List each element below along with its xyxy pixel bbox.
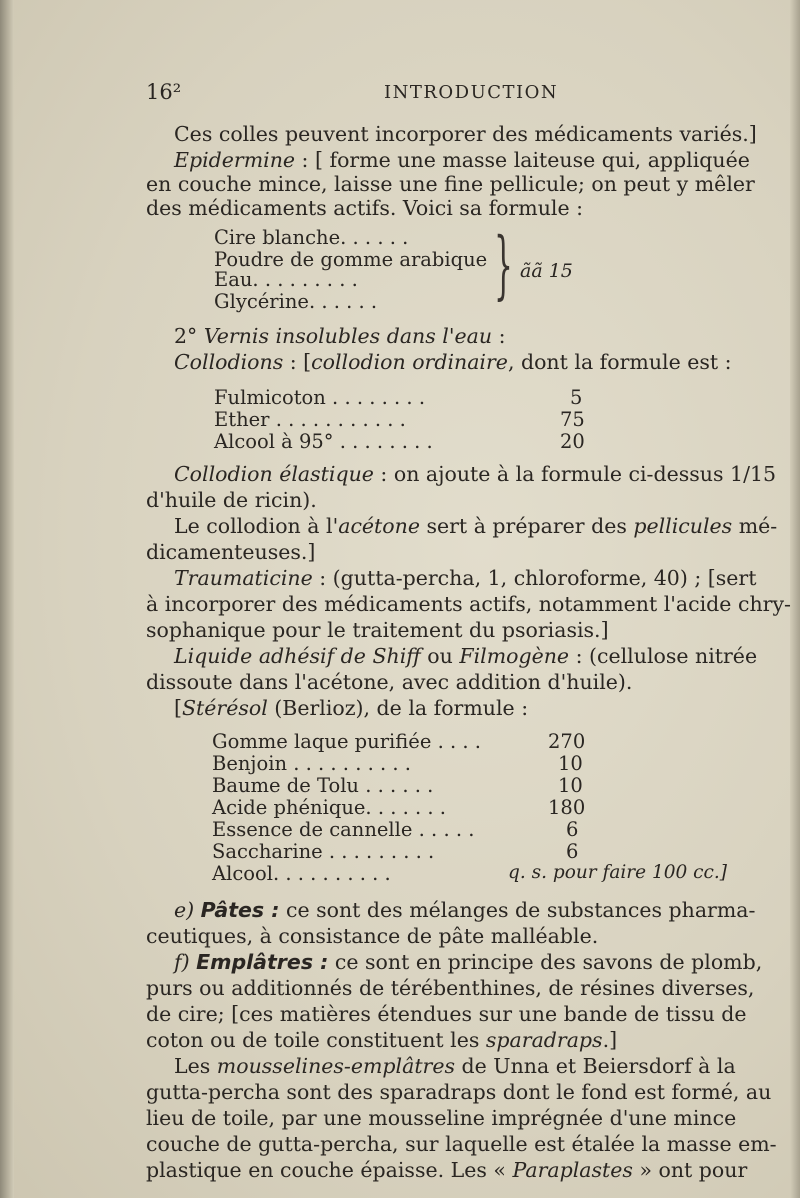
text-line: couche de gutta-percha, sur laquelle est étalée la masse em-: [146, 1132, 777, 1156]
page-gutter-shadow: [0, 0, 14, 1198]
text-line: des médicaments actifs. Voici sa formule :: [146, 196, 584, 220]
text-line: [174, 462, 776, 486]
text-span: ce sont des mélanges de substances pharma-: [279, 898, 756, 922]
formula-quantity: q. s. pour faire 100 cc.]: [508, 862, 727, 883]
text-line: en couche mince, laisse une fine pellicule; on peut y mêler: [146, 172, 755, 196]
page-edge-shadow: [790, 0, 800, 1198]
formula-item: Saccharine . . . . . . . . .: [212, 840, 435, 863]
formula-item: Alcool à 95° . . . . . . . .: [214, 430, 433, 453]
term-pellicules: pellicules: [633, 514, 733, 538]
text-line: [174, 350, 732, 374]
term-steresol: Stérésol: [182, 696, 268, 720]
text-span: Les: [174, 1054, 217, 1078]
text-line: à incorporer des médicaments actifs, notamment l'acide chry-: [146, 592, 791, 616]
formula-quantity: 5: [570, 386, 583, 409]
text-line: [146, 1028, 617, 1052]
running-title: INTRODUCTION: [384, 82, 559, 103]
text-line: dissoute dans l'acétone, avec addition d'huile).: [146, 670, 633, 694]
formula-item: Essence de cannelle . . . . .: [212, 818, 475, 841]
formula-item: Gomme laque purifiée . . . .: [212, 730, 481, 753]
text-span: sert à préparer des: [419, 514, 634, 538]
formula-item: Alcool. . . . . . . . . .: [212, 862, 391, 885]
text-span: mé-: [732, 514, 778, 538]
text-span: ce sont en principe des savons de plomb,: [328, 950, 763, 974]
text-line: [174, 566, 756, 590]
text-line: de cire; [ces matières étendues sur une bande de tissu de: [146, 1002, 747, 1026]
term-liquide-adhesif: Liquide adhésif de Shiff: [174, 644, 421, 668]
text-line: [174, 514, 777, 538]
text-line: [146, 1158, 747, 1182]
text-span: : [ forme une masse laiteuse qui, appliquée: [295, 148, 750, 172]
formula-quantity: 6: [566, 840, 579, 863]
term-emplatres: Emplâtres :: [196, 950, 329, 974]
text-line: [174, 950, 762, 974]
formula-item: Cire blanche. . . . . .: [214, 226, 409, 249]
term-sparadraps: sparadraps: [485, 1028, 603, 1052]
formula-quantity: 180: [548, 796, 586, 819]
text-span: (Berlioz), de la formule :: [267, 696, 529, 720]
formula-quantity: ãã 15: [520, 260, 573, 282]
term-acetone: acétone: [338, 514, 420, 538]
formula-quantity: 75: [560, 408, 585, 431]
term-traumaticine: Traumaticine: [174, 566, 313, 590]
formula-item: Poudre de gomme arabique: [214, 248, 488, 271]
text-line: gutta-percha sont des sparadraps dont le fond est formé, au: [146, 1080, 772, 1104]
text-line: [174, 644, 757, 668]
text-line: [174, 696, 528, 720]
text-span: : on ajoute à la formule ci-dessus 1/15: [373, 462, 777, 486]
text-span: :: [492, 324, 506, 348]
text-line: [174, 1054, 736, 1078]
section-title: Vernis insolubles dans l'eau: [203, 324, 493, 348]
text-line: [174, 148, 750, 172]
text-span: plastique en couche épaisse. Les «: [146, 1158, 513, 1182]
text-span: , dont la formule est :: [507, 350, 732, 374]
text-span: » ont pour: [632, 1158, 748, 1182]
term-epidermine: Epidermine: [174, 148, 296, 172]
term-mousselines-emplatres: mousselines-emplâtres: [216, 1054, 456, 1078]
text-span: coton ou de toile constituent les: [146, 1028, 486, 1052]
term-collodion-ordinaire: collodion ordinaire: [311, 350, 508, 374]
formula-quantity: 20: [560, 430, 585, 453]
term-paraplastes: Paraplastes: [512, 1158, 633, 1182]
text-line: ceutiques, à consistance de pâte malléable.: [146, 924, 599, 948]
term-pates: Pâtes :: [200, 898, 280, 922]
formula-quantity: 6: [566, 818, 579, 841]
text-span: [: [174, 696, 182, 720]
text-span: : (cellulose nitrée: [569, 644, 758, 668]
formula-quantity: 10: [558, 774, 583, 797]
term-collodions: Collodions: [174, 350, 284, 374]
section-number: 2°: [174, 324, 198, 348]
page-number: 16²: [146, 80, 182, 104]
text-span: de Unna et Beiersdorf à la: [455, 1054, 736, 1078]
text-line: d'huile de ricin).: [146, 488, 317, 512]
text-line: purs ou additionnés de térébenthines, de résines diverses,: [146, 976, 755, 1000]
curly-brace-icon: }: [494, 222, 513, 308]
text-span: : [: [283, 350, 312, 374]
list-label: e): [174, 898, 201, 922]
text-span: .]: [602, 1028, 618, 1052]
formula-quantity: 10: [558, 752, 583, 775]
formula-item: Baume de Tolu . . . . . .: [212, 774, 434, 797]
term-filmogene: Filmogène: [459, 644, 570, 668]
list-label: f): [174, 950, 197, 974]
formula-item: Fulmicoton . . . . . . . .: [214, 386, 426, 409]
formula-item: Eau. . . . . . . . .: [214, 268, 358, 291]
text-line: Ces colles peuvent incorporer des médicaments variés.]: [174, 122, 757, 146]
formula-item: Glycérine. . . . . .: [214, 290, 378, 313]
formula-item: Benjoin . . . . . . . . . .: [212, 752, 411, 775]
term-collodion-elastique: Collodion élastique: [174, 462, 374, 486]
text-line: [174, 898, 755, 922]
formula-item: Acide phénique. . . . . . .: [212, 796, 446, 819]
text-line: dicamenteuses.]: [146, 540, 316, 564]
section-heading: [174, 324, 505, 348]
text-line: sophanique pour le traitement du psoriasis.]: [146, 618, 609, 642]
text-line: lieu de toile, par une mousseline imprégnée d'une mince: [146, 1106, 737, 1130]
text-span: ou: [420, 644, 460, 668]
formula-item: Ether . . . . . . . . . . .: [214, 408, 406, 431]
text-span: : (gutta-percha, 1, chloroforme, 40) ; [sert: [312, 566, 757, 590]
formula-quantity: 270: [548, 730, 586, 753]
text-span: Le collodion à l': [174, 514, 339, 538]
